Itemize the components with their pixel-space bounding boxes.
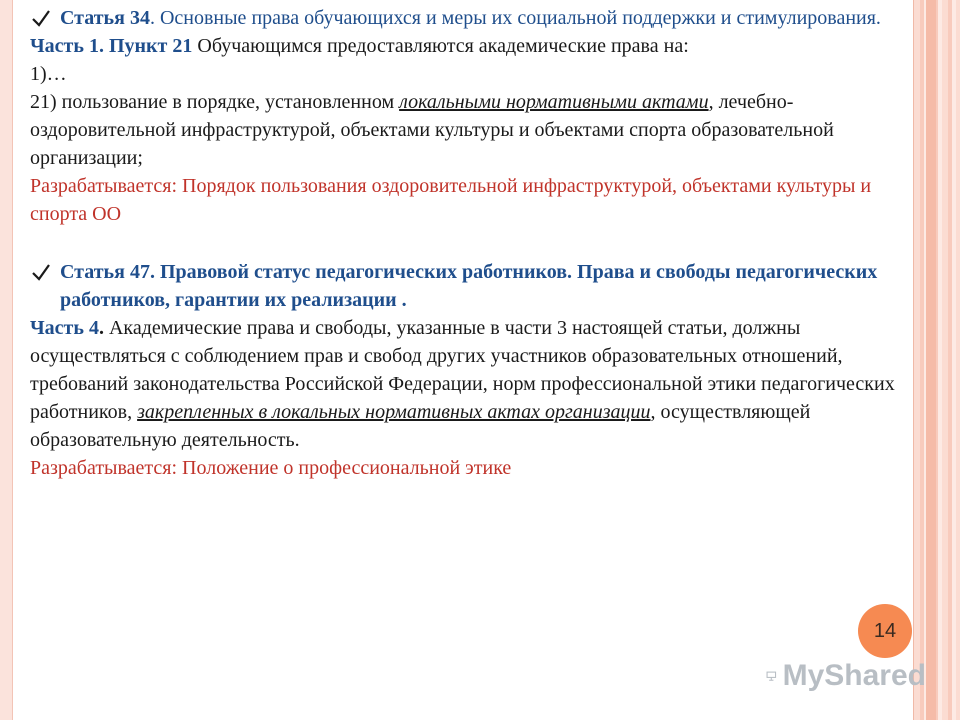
watermark	[766, 656, 926, 696]
underlined-phrase: локальными нормативными актами	[399, 91, 709, 113]
article-34-heading	[30, 4, 910, 32]
article-34-title: Статья 34	[60, 7, 150, 29]
presentation-icon	[766, 661, 777, 691]
develop-note: Разрабатывается: Положение о профессиональной этике	[30, 457, 512, 479]
slide-frame-left	[0, 0, 13, 720]
list-item-1: 1)…	[30, 63, 67, 85]
article-47-heading	[30, 258, 910, 314]
part-label: Часть 1. Пункт 21	[30, 35, 193, 57]
page-number-badge: 14	[858, 604, 912, 658]
underlined-phrase: закрепленных в локальных нормативных актах организации	[137, 401, 651, 423]
part-label: Часть 4	[30, 317, 99, 339]
article-34-part	[30, 32, 910, 60]
article-47-part: Часть 4. Академические права и свободы, указанные в части 3 настоящей статьи, должны осуществляться с соблюдением прав и свобод других участников образовательных отношений, требований законодательства Российской Федерации, норм профессиональной этики педагогических работников, закрепленных в локальных нормативных актах организации, осуществляющей образовательную деятельность.	[30, 317, 895, 451]
checkmark-icon	[30, 258, 52, 286]
section-article-34	[30, 4, 910, 228]
slide-frame-right	[913, 0, 960, 720]
develop-note: Разрабатывается: Порядок пользования оздоровительной инфраструктурой, объектами культуры и спорта ОО	[30, 175, 872, 225]
article-34-subtitle: . Основные права обучающихся и меры их социальной поддержки и стимулирования.	[149, 7, 881, 29]
watermark-text: MyShared	[782, 659, 926, 692]
article-47-title: Статья 47. Правовой статус педагогических работников. Права и свободы педагогических работников, гарантии их реализации .	[60, 261, 878, 311]
slide-content	[30, 4, 910, 482]
list-item-21: 21) пользование в порядке, установленном локальными нормативными актами, лечебно-оздоровительной инфраструктурой, объектами культуры и объектами спорта образовательной организации;	[30, 91, 834, 169]
section-article-47	[30, 258, 910, 482]
checkmark-icon	[30, 4, 52, 32]
part-text: Обучающимся предоставляются академические права на:	[192, 35, 689, 57]
